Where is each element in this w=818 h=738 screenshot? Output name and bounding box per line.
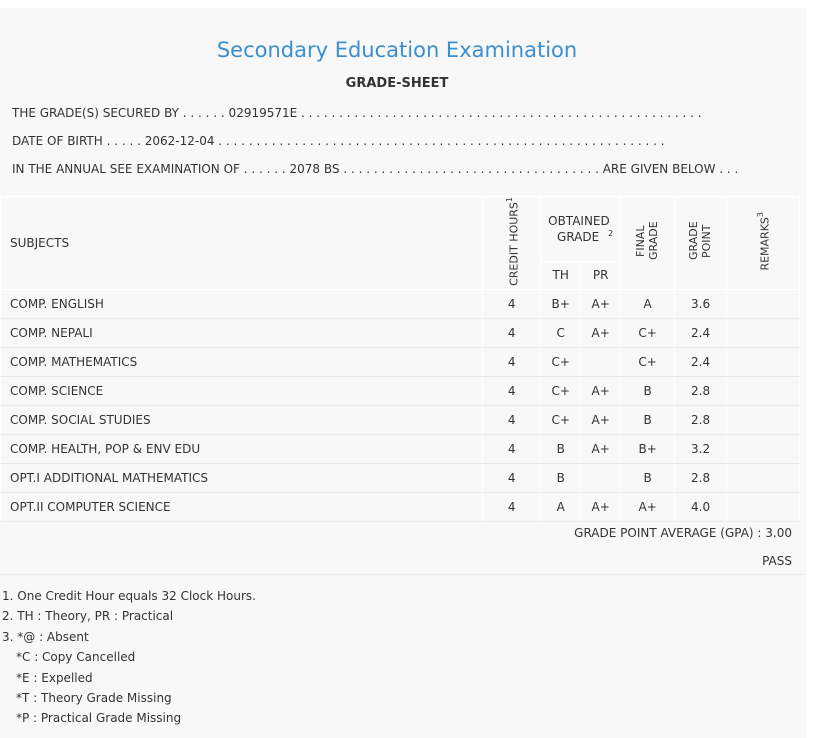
footnote: 3. *@ : Absent — [2, 629, 89, 644]
subject-cell: COMP. HEALTH, POP & ENV EDU — [1, 434, 483, 463]
final-grade-cell: C+ — [621, 318, 675, 347]
page-title: Secondary Education Examination — [216, 38, 578, 62]
final-grade-cell: C+ — [621, 347, 675, 376]
subject-cell: OPT.II COMPUTER SCIENCE — [1, 492, 483, 521]
theory-grade-cell: C+ — [541, 376, 581, 405]
final-grade-header: FINAL GRADE — [621, 197, 675, 290]
remarks-header: REMARKS$^3$ — [727, 197, 800, 290]
divider — [0, 574, 806, 575]
practical-grade-cell — [581, 347, 621, 376]
footnotes — [2, 586, 256, 729]
grade-point-cell: 2.8 — [675, 376, 727, 405]
practical-grade-cell: A+ — [581, 289, 621, 318]
table-row — [1, 434, 800, 463]
practical-grade-cell: A+ — [581, 376, 621, 405]
grade-point-cell: 2.4 — [675, 318, 727, 347]
grades-table — [0, 196, 800, 522]
practical-grade-cell: A+ — [581, 492, 621, 521]
theory-grade-cell: B — [541, 434, 581, 463]
theory-grade-cell: C — [541, 318, 581, 347]
final-grade-cell: B — [621, 463, 675, 492]
secured-by-line: THE GRADE(S) SECURED BY . . . . . . 02919571E . . . . . . . . . . . . . . . . . . . . . . . . . . . . . . . . . . . . . . . . . . . . . . . . . . . . . — [12, 106, 702, 120]
date-of-birth-line: DATE OF BIRTH . . . . . 2062-12-04 . . . . . . . . . . . . . . . . . . . . . . . . . . . . . . . . . . . . . . . . . . . . . . . . . . . . . . . . . . . — [12, 134, 665, 148]
subject-cell: COMP. ENGLISH — [1, 289, 483, 318]
table-row — [1, 376, 800, 405]
credit-cell: 4 — [483, 318, 541, 347]
subject-cell: COMP. SOCIAL STUDIES — [1, 405, 483, 434]
remarks-cell — [727, 318, 800, 347]
credit-cell: 4 — [483, 434, 541, 463]
gpa-value: GRADE POINT AVERAGE (GPA) : 3.00 — [574, 526, 792, 540]
theory-grade-cell: A — [541, 492, 581, 521]
final-grade-cell: B+ — [621, 434, 675, 463]
practical-grade-cell — [581, 463, 621, 492]
grade-sheet — [0, 8, 806, 738]
table-row — [1, 318, 800, 347]
theory-grade-cell: C+ — [541, 405, 581, 434]
grade-point-cell: 4.0 — [675, 492, 727, 521]
final-grade-cell: A — [621, 289, 675, 318]
credit-cell: 4 — [483, 405, 541, 434]
footnote-sub: *T : Theory Grade Missing — [16, 691, 172, 706]
footnote-sub: *C : Copy Cancelled — [16, 650, 136, 665]
remarks-cell — [727, 434, 800, 463]
table-row — [1, 289, 800, 318]
subject-cell: COMP. MATHEMATICS — [1, 347, 483, 376]
footnote: 1. One Credit Hour equals 32 Clock Hours. — [2, 589, 256, 603]
footnote-sub: *P : Practical Grade Missing — [16, 711, 182, 726]
page-subtitle: GRADE-SHEET — [345, 76, 449, 91]
table-row — [1, 492, 800, 521]
grade-point-cell: 3.2 — [675, 434, 727, 463]
table-row — [1, 463, 800, 492]
credit-cell: 4 — [483, 492, 541, 521]
final-grade-cell: B — [621, 376, 675, 405]
remarks-cell — [727, 347, 800, 376]
grade-point-cell: 3.6 — [675, 289, 727, 318]
subjects-header: SUBJECTS — [1, 197, 483, 290]
practical-header: PR — [581, 261, 621, 289]
theory-grade-cell: B+ — [541, 289, 581, 318]
footnote: 2. TH : Theory, PR : Practical — [2, 609, 174, 624]
grade-point-cell: 2.8 — [675, 405, 727, 434]
subject-cell: COMP. SCIENCE — [1, 376, 483, 405]
subject-cell: COMP. NEPALI — [1, 318, 483, 347]
table-row — [1, 347, 800, 376]
grade-point-header: GRADE POINT — [675, 197, 727, 290]
remarks-cell — [727, 492, 800, 521]
obtained-grade-header: OBTAINED GRADE $^2$ — [541, 197, 621, 262]
credit-cell: 4 — [483, 289, 541, 318]
subject-cell: OPT.I ADDITIONAL MATHEMATICS — [1, 463, 483, 492]
theory-grade-cell: C+ — [541, 347, 581, 376]
remarks-cell — [727, 376, 800, 405]
remarks-cell — [727, 405, 800, 434]
remarks-cell — [727, 463, 800, 492]
grade-point-cell: 2.8 — [675, 463, 727, 492]
remarks-cell — [727, 289, 800, 318]
practical-grade-cell: A+ — [581, 405, 621, 434]
credit-hours-header: CREDIT HOURS$^1$ — [483, 197, 541, 290]
credit-cell: 4 — [483, 376, 541, 405]
practical-grade-cell: A+ — [581, 318, 621, 347]
table-row — [1, 405, 800, 434]
credit-cell: 4 — [483, 347, 541, 376]
practical-grade-cell: A+ — [581, 434, 621, 463]
grade-point-cell: 2.4 — [675, 347, 727, 376]
theory-grade-cell: B — [541, 463, 581, 492]
exam-line: IN THE ANNUAL SEE EXAMINATION OF . . . . . . 2078 BS . . . . . . . . . . . . . . . . . . . . . . . . . . . . . . . . . . ARE GIVEN BELOW . . . — [12, 162, 739, 176]
theory-header: TH — [541, 261, 581, 289]
result-status: PASS — [762, 554, 792, 568]
final-grade-cell: A+ — [621, 492, 675, 521]
final-grade-cell: B — [621, 405, 675, 434]
footnote-sub: *E : Expelled — [16, 670, 93, 685]
credit-cell: 4 — [483, 463, 541, 492]
